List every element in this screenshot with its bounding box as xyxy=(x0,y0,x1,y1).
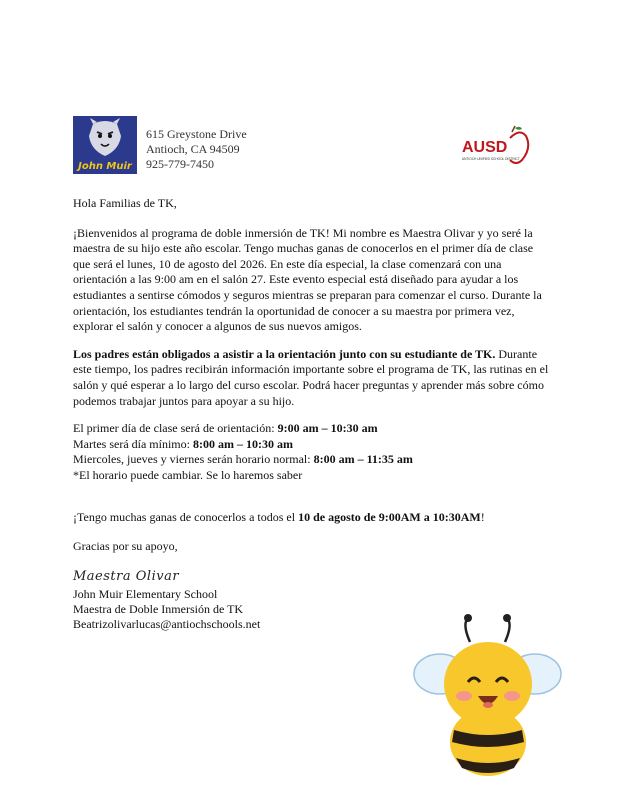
signature-name: Maestra Olivar xyxy=(73,569,180,584)
intro-paragraph: ¡Bienvenidos al programa de doble inmersión de TK! Mi nombre es Maestra Olivar y yo seré la maestra de su hijo este año escolar. Tengo muchas ganas de conocerlos en el primer día de clase que será el lunes, 10 de agosto del 2026. En este día especial, la clase comenzará con una orientación a las 9:00 am en el salón 27. Este evento especial está diseñado para ayudar a los estudiantes a sentirse cómodos y seguros mientras se preparan para comenzar el curso. Durante la orientación, los estudiantes tendrán la oportunidad de conocer a su maestra por primera vez, explorar el salón y conocer a algunos de sus nuevos amigos. xyxy=(73,225,542,334)
signature-block xyxy=(73,569,260,632)
signature-email: Beatrizolivarlucas@antiochschools.net xyxy=(73,617,261,631)
letter-body xyxy=(73,196,553,567)
bee-illustration xyxy=(410,612,565,782)
parents-paragraph xyxy=(73,347,553,409)
address-line2: Antioch, CA 94509 xyxy=(146,142,240,156)
school-logo xyxy=(73,116,137,174)
closing-line: ¡Tengo muchas ganas de conocerlos a todos el 10 de agosto de 9:00AM a 10:30AM! xyxy=(73,509,485,524)
greeting: Hola Familias de TK, xyxy=(73,196,177,210)
address-line1: 615 Greystone Drive xyxy=(146,127,247,141)
schedule-note: *El horario puede cambiar. Se lo haremos saber xyxy=(73,467,303,482)
school-address xyxy=(146,127,247,172)
district-logo xyxy=(460,124,532,168)
schedule-line: Martes será día mínimo: 8:00 am – 10:30 am xyxy=(73,436,293,451)
district-tagline: ANTIOCH UNIFIED SCHOOL DISTRICT xyxy=(462,157,520,161)
signature-school: John Muir Elementary School xyxy=(73,587,218,601)
district-logo-text: AUSD xyxy=(462,139,508,156)
schedule-line: El primer día de clase será de orientación: 9:00 am – 10:30 am xyxy=(73,421,378,436)
phone-number: 925-779-7450 xyxy=(146,157,214,171)
school-logo-text: John Muir xyxy=(78,161,132,172)
parents-required-note: Los padres están obligados a asistir a la orientación junto con su estudiante de TK. xyxy=(73,346,496,361)
thanks-line: Gracias por su apoyo, xyxy=(73,539,178,554)
parents-paragraph-rest: Durante este tiempo, los padres recibirán información importante sobre el programa de TK, las rutinas en el salón y qué esperar a lo largo del curso escolar. Podrá hacer preguntas y aprender más sobre cómo podemos trabajar juntos para apoyar a su hijo. xyxy=(73,346,549,408)
signature-title: Maestra de Doble Inmersión de TK xyxy=(73,602,244,616)
schedule xyxy=(73,421,553,483)
schedule-line: Miercoles, jueves y viernes serán horario normal: 8:00 am – 11:35 am xyxy=(73,452,413,467)
